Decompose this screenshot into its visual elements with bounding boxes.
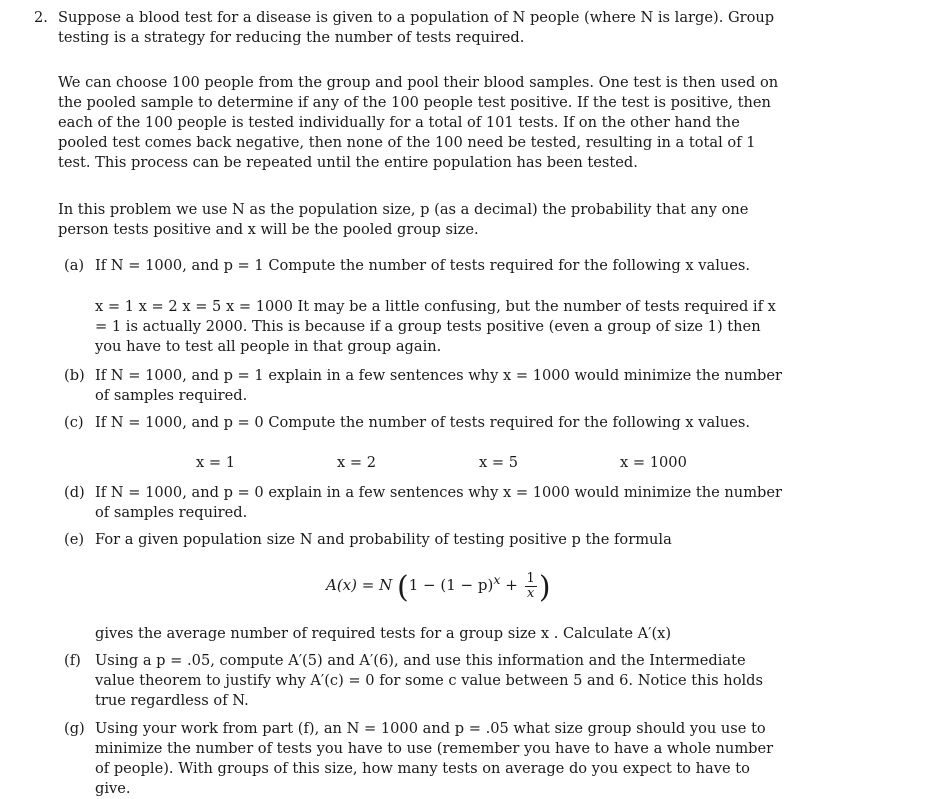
part-c-values	[0, 453, 931, 473]
problem-number: 2.	[34, 9, 48, 26]
problem-intro: Suppose a blood test for a disease is given to a population of N people (where N is large). Group testing is a strategy for reducing the number of tests required.	[58, 9, 775, 46]
part-c-value: x = 1000	[620, 454, 687, 471]
fraction-denominator: x	[527, 585, 535, 601]
part-f-text: Using a p = .05, compute A′(5) and A′(6), and use this information and the Intermediate value theorem to justify why A′(c) = 0 for some c value between 5 and 6. Notice this holds true regardless of N.	[95, 652, 763, 709]
formula-inner: 1 − (1 − p)	[408, 576, 494, 594]
part-c-value: x = 5	[479, 454, 519, 471]
part-e-text: For a given population size N and probability of testing positive p the formula	[95, 531, 672, 548]
average-tests-formula: A(x) = N ($1 - (1 - p)^x$ + $\frac{1}{x}$ )	[326, 570, 551, 605]
fraction-numerator: 1	[526, 570, 535, 586]
formula-plus: +	[505, 576, 518, 594]
part-c-value: x = 2	[337, 454, 377, 471]
part-c-label: (c)	[64, 414, 84, 431]
pooling-paragraph: We can choose 100 people from the group and pool their blood samples. One test is then used on the pooled sample to determine if any of the 100 people test positive. If the test is positive, then each of the 100 people is tested individually for a total of 101 tests. If on the other hand the pooled test comes back negative, then none of the 100 need be tested, resulting in a total of 1 test. This process can be repeated until the entire population has been tested.	[58, 74, 779, 171]
part-g-text: Using your work from part (f), an N = 1000 and p = .05 what size group should you use to minimize the number of tests you have to use (remember you have to have a whole number of people). With groups of this size, how many tests on average do you expect to have to give.	[95, 720, 774, 797]
part-e-followup: gives the average number of required tests for a group size x . Calculate A′(x)	[95, 625, 672, 642]
formula-lhs: A(x) = N	[326, 576, 393, 594]
part-a-text: If N = 1000, and p = 1 Compute the number of tests required for the following x values.	[95, 257, 751, 274]
part-a-note: x = 1 x = 2 x = 5 x = 1000 It may be a little confusing, but the number of tests required if x = 1 is actually 2000. This is because if a group tests positive (even a group of size 1) then you have to test all people in that group again.	[95, 298, 776, 355]
formula-fraction	[525, 572, 537, 601]
part-e-label: (e)	[64, 531, 85, 548]
part-b-label: (b)	[64, 367, 85, 384]
part-b-text: If N = 1000, and p = 1 explain in a few sentences why x = 1000 would minimize the number of samples required.	[95, 367, 782, 404]
part-c-value: x = 1	[196, 454, 236, 471]
part-c-text: If N = 1000, and p = 0 Compute the number of tests required for the following x values.	[95, 414, 751, 431]
part-d-text: If N = 1000, and p = 0 explain in a few sentences why x = 1000 would minimize the number of samples required.	[95, 484, 782, 521]
part-d-label: (d)	[64, 484, 85, 501]
definitions-paragraph: In this problem we use N as the population size, p (as a decimal) the probability that any one person tests positive and x will be the pooled group size.	[58, 201, 749, 238]
part-g-label: (g)	[64, 720, 85, 737]
part-f-label: (f)	[64, 652, 81, 669]
part-a-label: (a)	[64, 257, 85, 274]
formula-exponent: x	[493, 572, 501, 587]
